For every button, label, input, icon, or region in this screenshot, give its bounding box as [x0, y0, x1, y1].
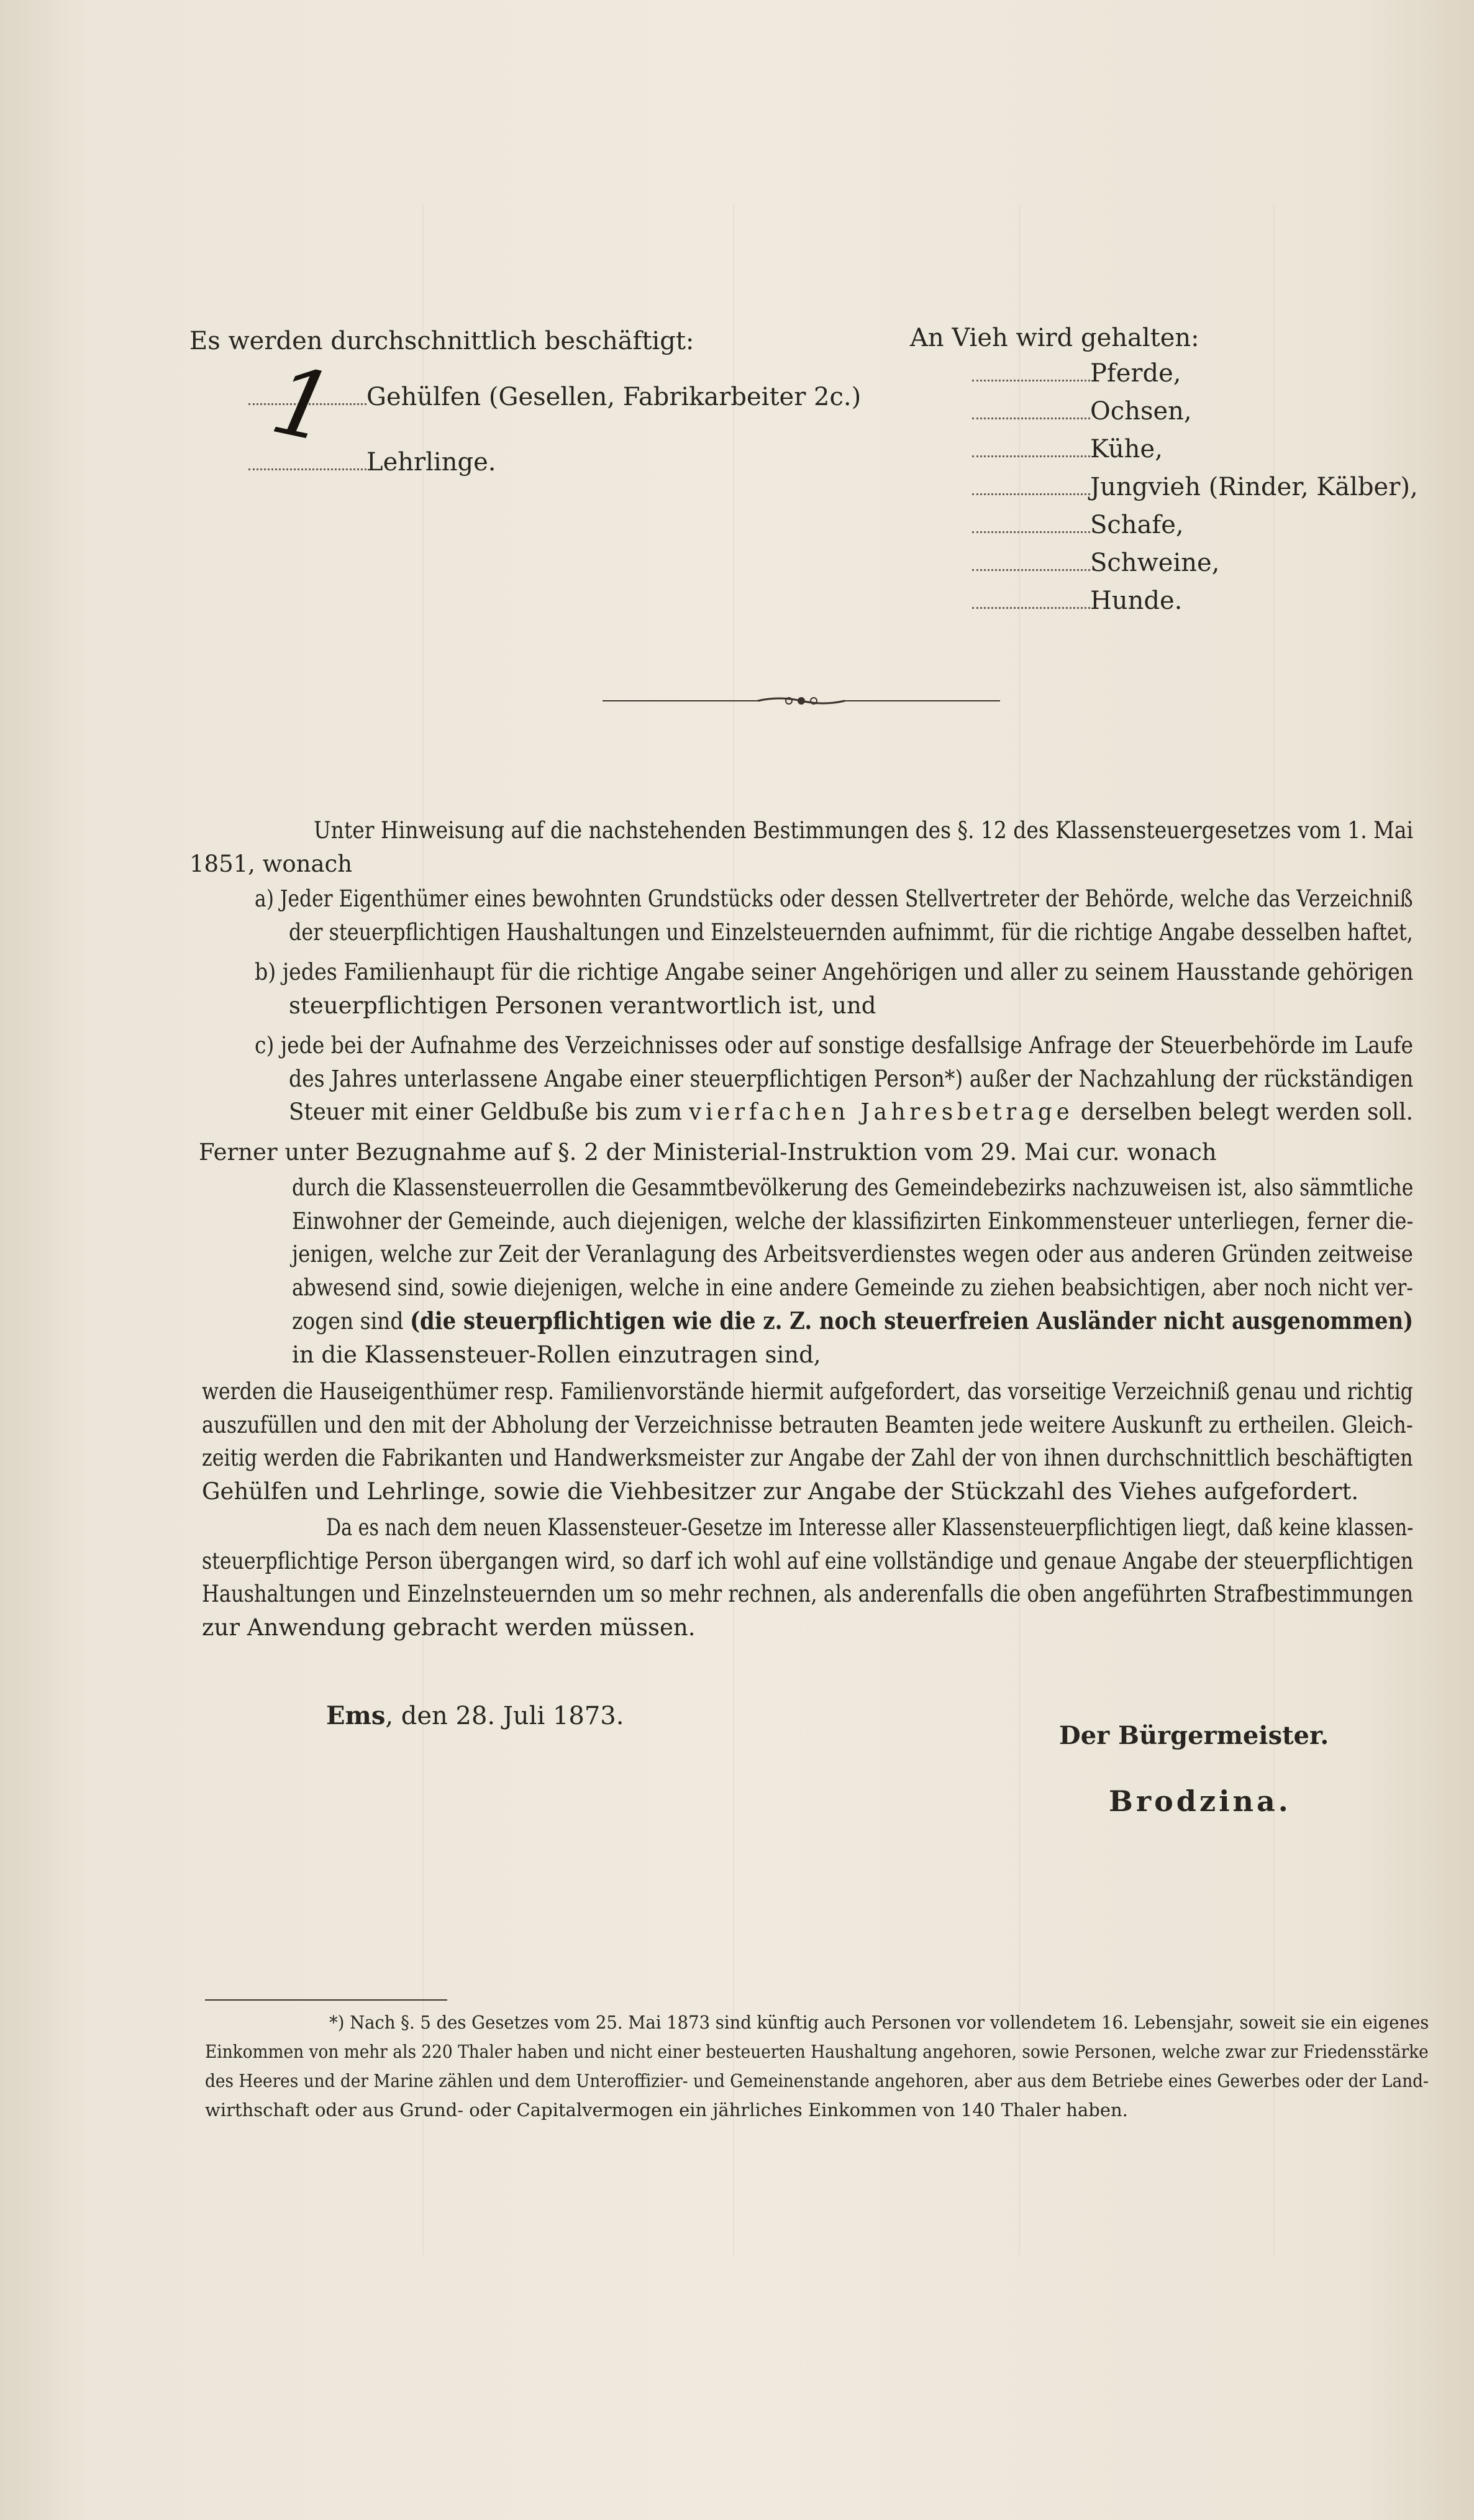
livestock-row — [972, 545, 1219, 581]
livestock-row — [972, 507, 1184, 543]
livestock-count-field[interactable] — [972, 395, 1090, 419]
livestock-label: Hunde. — [1090, 587, 1183, 615]
signatory-title: Der Bürgermeister. — [1059, 1721, 1329, 1750]
livestock-row — [972, 431, 1163, 467]
livestock-heading: An Vieh wird gehalten: — [910, 324, 1199, 352]
place-date — [326, 1698, 624, 1734]
livestock-count-field[interactable] — [972, 509, 1090, 533]
helpers-label: Gehülfen (Gesellen, Fabrikarbeiter 2c.) — [366, 383, 862, 411]
emphasis-spaced: vierfachen Jahresbetrage — [689, 1098, 1074, 1125]
footnote: *) Nach §. 5 des Gesetzes vom 25. Mai 1873 sind künftig auch Personen vor vollendetem 16. Lebensjahr, soweit sie ein eigenes Einkommen von mehr als 220 Thaler haben und nicht einer besteuerten Haushaltung angehoren, sowie Personen, welche zwar zur Friedensstärke des Heeres und der Marine zählen und dem Unteroffizier- und Gemeinenstande angehoren, aber aus dem Betriebe eines Gewerbes oder der Land- wirthschaft oder aus Grund- oder Capitalvermogen ein jährliches Einkommen von 140 Thaler haben. — [205, 2012, 1429, 2121]
livestock-count-field[interactable] — [972, 585, 1090, 609]
livestock-row — [972, 393, 1192, 429]
livestock-count-field[interactable] — [972, 357, 1090, 381]
intro-paragraph: Unter Hinweisung auf die nachstehenden Bestimmungen des §. 12 des Klassensteuergesetzes vom 1. Mai 1851, wonach — [189, 817, 1414, 877]
ferner-block: durch die Klassensteuerrollen die Gesammtbevölkerung des Gemeindebezirks nachzuweisen ist, also sämmtliche Einwohner der Gemeinde, auch diejenigen, welche der klassifizirten Einkommensteuer unterliegen, ferner die- jenigen, welche zur Zeit der Veranlagung des Arbeitsverdienstes wegen oder aus anderen Gründen zeitweise abwesend sind, sowie diejenigen, welche in eine andere Gemeinde zu ziehen beabsichtigen, aber noch nicht ver- zogen sind (die steuerpflichtigen wie die z. Z. noch steuerfreien Ausländer nicht ausgenommen) in die Klassensteuer-Rollen einzutragen sind, — [292, 1174, 1414, 1368]
livestock-count-field[interactable] — [972, 547, 1090, 571]
provision-b: b) jedes Familienhaupt für die richtige Angabe seiner Angehörigen und aller zu seinem Hausstande gehörigen steuerpflichtigen Personen verantwortlich ist, und — [255, 959, 1414, 1019]
footnote-rule — [205, 1999, 447, 2001]
livestock-row — [972, 469, 1418, 505]
livestock-label: Pferde, — [1090, 359, 1181, 388]
closing-paragraph: Da es nach dem neuen Klassensteuer-Gesetze im Interesse aller Klassensteuerpflichtigen liegt, daß keine klassen- steuerpflichtige Person übergangen wird, so darf ich wohl auf eine vollständige und genaue Angabe der steuerpflichtigen Haushaltungen und Einzelnsteuernden um so mehr rechnen, als anderenfalls die oben angeführten Strafbestimmungen zur Anwendung gebracht werden müssen. — [202, 1514, 1414, 1641]
signatory-name: Brodzina. — [1109, 1784, 1291, 1818]
ferner-line: Ferner unter Bezugnahme auf §. 2 der Ministerial-Instruktion vom 29. Mai cur. wonach — [199, 1139, 1217, 1166]
apprentices-label: Lehrlinge. — [366, 448, 496, 477]
request-paragraph: werden die Hauseigenthümer resp. Familienvorstände hiermit aufgefordert, das vorseitige Verzeichniß genau und richtig auszufüllen und den mit der Abholung der Verzeichnisse betrauten Beamten jede weitere Auskunft zu ertheilen. Gleich- zeitig werden die Fabrikanten und Handwerksmeister zur Angabe der Zahl der von ihnen durchschnittlich beschäftigten Gehülfen und Lehrlinge, sowie die Viehbesitzer zur Angabe der Stückzahl des Viehes aufgefordert. — [202, 1378, 1413, 1505]
date-text: , den 28. Juli 1873. — [385, 1702, 624, 1730]
apprentices-line — [248, 444, 496, 480]
livestock-label: Ochsen, — [1090, 397, 1192, 426]
livestock-label: Jungvieh (Rinder, Kälber), — [1090, 473, 1418, 501]
livestock-count-field[interactable] — [972, 433, 1090, 457]
provision-c: c) jede bei der Aufnahme des Verzeichnisses oder auf sonstige desfallsige Anfrage der Steuerbehörde im Laufe des Jahres unterlassene Angabe einer steuerpflichtigen Person*) außer der Nachzahlung der rückständigen Steuer mit einer Geldbuße bis zum vierfachen Jahresbetrage derselben belegt werden soll. — [255, 1032, 1414, 1125]
livestock-label: Kühe, — [1090, 435, 1163, 463]
ornamental-divider — [603, 693, 1000, 708]
livestock-label: Schafe, — [1090, 511, 1184, 539]
staff-heading: Es werden durchschnittlich beschäftigt: — [189, 327, 694, 355]
livestock-row — [972, 355, 1181, 391]
helpers-line — [248, 379, 861, 415]
emphasis-bold: (die steuerpflichtigen wie die z. Z. noch steuerfreien Ausländer nicht ausgenommen) — [409, 1307, 1414, 1335]
livestock-row — [972, 583, 1182, 619]
helpers-count-handwritten: 1 — [262, 345, 343, 465]
livestock-label: Schweine, — [1090, 549, 1220, 577]
apprentices-count-field[interactable] — [248, 446, 366, 470]
place-name: Ems — [326, 1701, 386, 1730]
livestock-count-field[interactable] — [972, 471, 1090, 495]
provision-a: a) Jeder Eigenthümer eines bewohnten Grundstücks oder dessen Stellvertreter der Behörde, welche das Verzeichniß der steuerpflichtigen Haushaltungen und Einzelsteuernden aufnimmt, für die richtige Angabe desselben haftet, — [255, 885, 1413, 946]
